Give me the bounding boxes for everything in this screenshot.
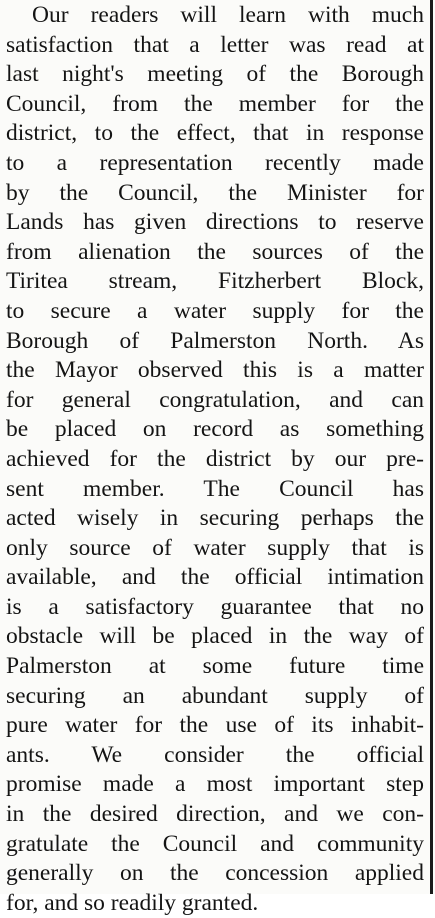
article-line-5: district, to the effect, that in response — [6, 120, 424, 147]
article-line-25: pure water for the use of its inhabit- — [6, 712, 424, 739]
article-line-9: from alienation the sources of the — [6, 238, 424, 265]
article-line-13: the Mayor observed this is a matter — [6, 357, 424, 384]
article-line-16: achieved for the district by our pre- — [6, 445, 424, 472]
article-line-24: securing an abundant supply of — [6, 682, 424, 709]
article-line-23: Palmerston at some future time — [6, 653, 424, 680]
article-paragraph — [6, 1, 424, 918]
article-line-8: Lands has given directions to reserve — [6, 209, 424, 236]
article-line-18: acted wisely in securing perhaps the — [6, 505, 424, 532]
article-line-2: satisfaction that a letter was read at — [6, 31, 424, 58]
article-line-7: by the Council, the Minister for — [6, 179, 424, 206]
article-line-30: generally on the concession applied — [6, 860, 424, 887]
article-line-3: last night's meeting of the Borough — [6, 61, 424, 88]
article-line-19: only source of water supply that is — [6, 534, 424, 561]
article-line-22: obstacle will be placed in the way of — [6, 623, 424, 650]
article-line-10: Tiritea stream, Fitzherbert Block, — [6, 268, 424, 295]
article-line-15: be placed on record as something — [6, 416, 424, 443]
article-line-11: to secure a water supply for the — [6, 297, 424, 324]
article-line-14: for general congratulation, and can — [6, 386, 424, 413]
article-line-1: Our readers will learn with much — [32, 2, 424, 28]
article-line-26: ants. We consider the official — [6, 741, 424, 768]
column-rule — [430, 0, 433, 894]
article-line-21: is a satisfactory guarantee that no — [6, 593, 424, 620]
article-line-17: sent member. The Council has — [6, 475, 424, 502]
article-line-6: to a representation recently made — [6, 149, 424, 176]
article-line-31: for, and so readily granted. — [6, 889, 259, 916]
article-line-27: promise made a most important step — [6, 771, 424, 798]
article-line-4: Council, from the member for the — [6, 90, 424, 117]
article-line-12: Borough of Palmerston North. As — [6, 327, 424, 354]
article-line-28: in the desired direction, and we con- — [6, 801, 424, 828]
article-line-29: gratulate the Council and community — [6, 830, 424, 857]
article-line-20: available, and the official intimation — [6, 564, 424, 591]
